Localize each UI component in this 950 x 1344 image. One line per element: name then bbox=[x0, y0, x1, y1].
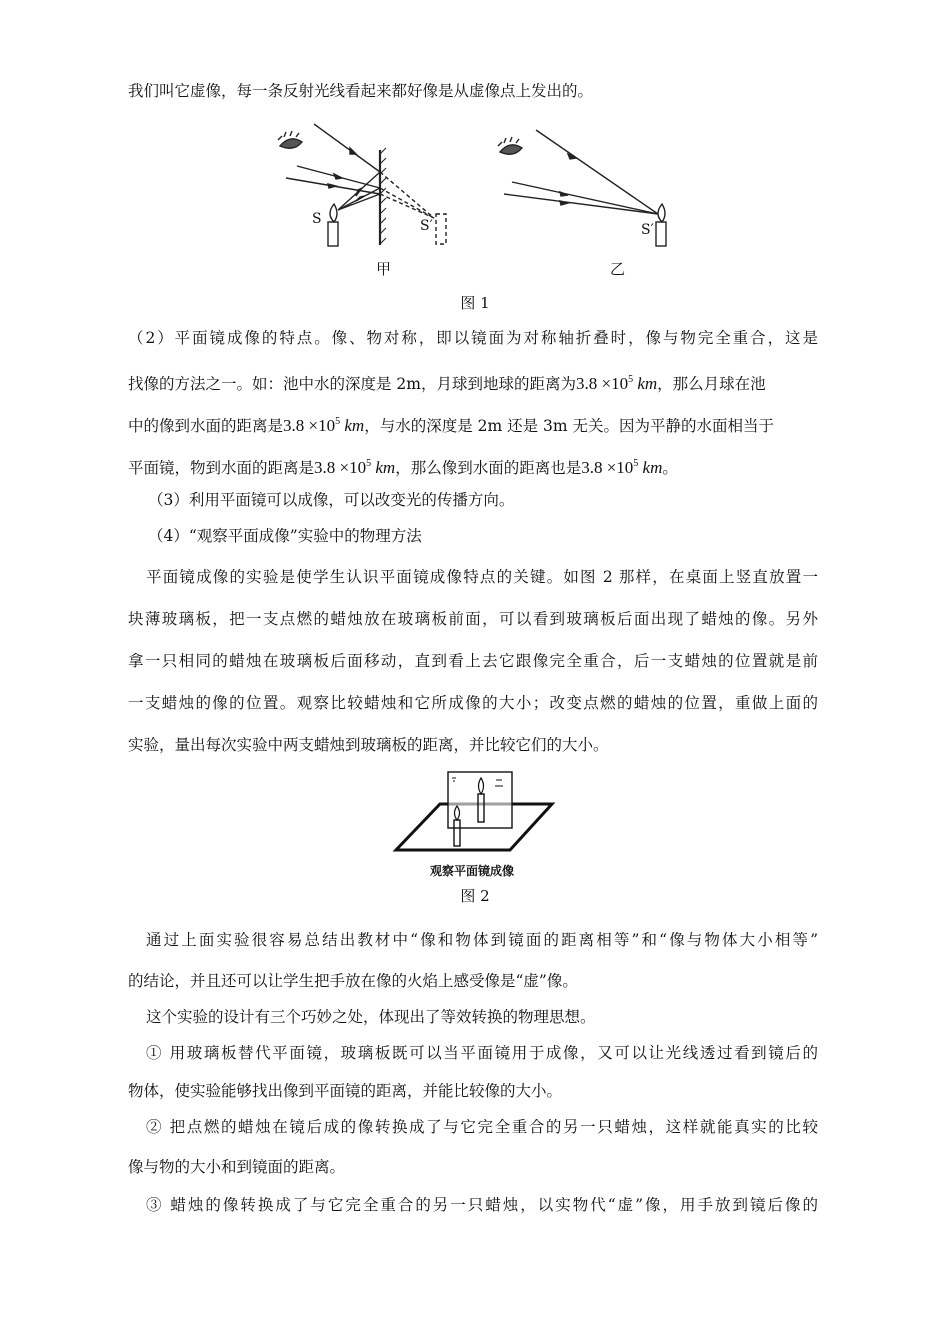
figure-1-diagram bbox=[272, 118, 672, 280]
figure-2-inner-caption: 观察平面镜成像 bbox=[429, 864, 514, 878]
figure-2-diagram bbox=[392, 768, 562, 864]
paragraph-2-line-3: 中的像到水面的距离是$3.8 \times 10^5$ km，与水的深度是 2m 还是 3m 无关。因为平静的水面相当于 bbox=[128, 416, 775, 435]
paragraph-5-line-5: 实验，量出每次实验中两支蜡烛到玻璃板的距离，并比较它们的大小。 bbox=[128, 736, 609, 754]
paragraph-8-line-2: 物体，使实验能够找出像到平面镜的距离，并能比较像的大小。 bbox=[128, 1082, 563, 1100]
figure-1-label-s-prime-right: S′ bbox=[641, 222, 654, 238]
paragraph-5-line-2: 块薄玻璃板，把一支点燃的蜡烛放在玻璃板前面，可以看到玻璃板后面出现了蜡烛的像。另外 bbox=[128, 610, 818, 628]
paragraph-2-line-1: （2）平面镜成像的特点。像、物对称，即以镜面为对称轴折叠时，像与物完全重合，这是 bbox=[128, 329, 818, 347]
object-distance-formula: $3.8 \times 10^5$ km bbox=[314, 458, 396, 477]
figure-1-label-yi: 乙 bbox=[610, 260, 626, 278]
figure-1-caption: 图 1 bbox=[460, 294, 490, 312]
eye-icon bbox=[278, 131, 302, 148]
mirror-image-distance-formula: $3.8 \times 10^5$ km bbox=[581, 458, 663, 477]
paragraph-10-line-1: ③ 蜡烛的像转换成了与它完全重合的另一只蜡烛，以实物代“虚”像，用手放到镜后像的 bbox=[146, 1196, 818, 1214]
figure-2-caption: 图 2 bbox=[460, 887, 490, 905]
paragraph-6-line-1: 通过上面实验很容易总结出教材中“像和物体到镜面的距离相等”和“像与物体大小相等” bbox=[146, 931, 818, 949]
moon-distance-formula: $3.8 \times 10^5$ km bbox=[576, 374, 658, 393]
paragraph-intro-end: 我们叫它虚像，每一条反射光线看起来都好像是从虚像点上发出的。 bbox=[128, 82, 594, 100]
paragraph-4: （4）“观察平面成像”实验中的物理方法 bbox=[148, 527, 422, 545]
paragraph-5-line-4: 一支蜡烛的像的位置。观察比较蜡烛和它所成像的大小；改变点燃的蜡烛的位置，重做上面的 bbox=[128, 694, 818, 712]
paragraph-5-line-1: 平面镜成像的实验是使学生认识平面镜成像特点的关键。如图 2 那样，在桌面上竖直放置一 bbox=[146, 568, 818, 586]
paragraph-2-line-4: 平面镜，物到水面的距离是$3.8 \times 10^5$ km，那么像到水面的距离也是$3.8 \times 10^5$ km。 bbox=[128, 458, 678, 477]
figure-1-label-s-prime-left: S′ bbox=[420, 218, 433, 234]
paragraph-3: （3）利用平面镜可以成像，可以改变光的传播方向。 bbox=[148, 491, 515, 509]
image-distance-formula: $3.8 \times 10^5$ km bbox=[283, 416, 365, 435]
figure-1-label-s: S bbox=[312, 211, 322, 227]
paragraph-2-line-2: 找像的方法之一。如：池中水的深度是 2m，月球到地球的距离为$3.8 \times 10^5$ km，那么月球在池 bbox=[128, 374, 766, 393]
paragraph-9-line-1: ② 把点燃的蜡烛在镜后成的像转换成了与它完全重合的另一只蜡烛，这样就能真实的比较 bbox=[146, 1118, 818, 1136]
paragraph-7: 这个实验的设计有三个巧妙之处，体现出了等效转换的物理思想。 bbox=[146, 1008, 596, 1026]
eye-icon bbox=[498, 137, 522, 154]
paragraph-6-line-2: 的结论，并且还可以让学生把手放在像的火焰上感受像是“虚”像。 bbox=[128, 972, 578, 990]
paragraph-5-line-3: 拿一只相同的蜡烛在玻璃板后面移动，直到看上去它跟像完全重合，后一支蜡烛的位置就是前 bbox=[128, 652, 818, 670]
paragraph-8-line-1: ① 用玻璃板替代平面镜，玻璃板既可以当平面镜用于成像，又可以让光线透过看到镜后的 bbox=[146, 1044, 818, 1062]
paragraph-9-line-2: 像与物的大小和到镜面的距离。 bbox=[128, 1158, 346, 1176]
figure-1-label-jia: 甲 bbox=[376, 260, 392, 278]
